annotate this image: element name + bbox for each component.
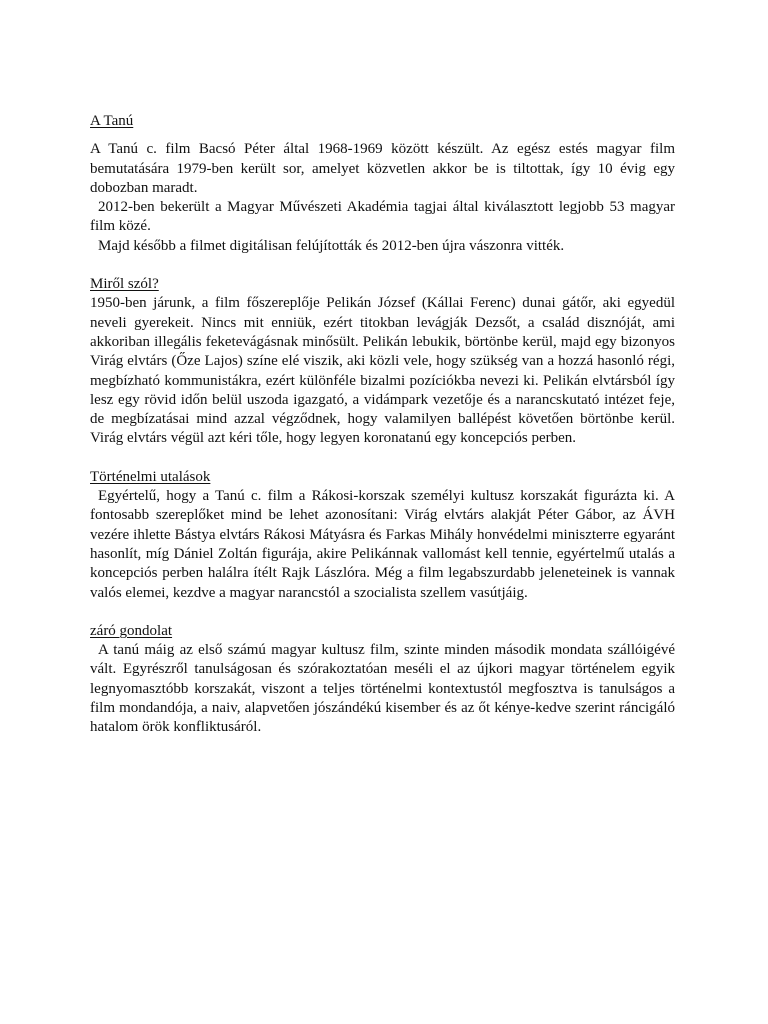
paragraph-history: Egyértelű, hogy a Tanú c. film a Rákosi-korszak személyi kultusz korszakát figurázta ki. A fontosabb szereplőket mind be lehet azonosítani: Virág elvtárs alakját Péter Gábor, az ÁVH vezére ihlette Bástya elvtárs Rákosi Mátyásra és Farkas Mihály honvédelmi miniszterre egyaránt hasonlít, míg Dániel Zoltán figurája, akire Pelikánnak vallomást kell tennie, egyértelmű utalás a koncepciós perben halálra ítélt Rajk Lászlóra. Még a film legabszurdabb jeleneteinek is vannak valós elemei, kezdve a magyar narancstól a szocialista szellem vasútjáig.: [90, 488, 675, 601]
spacer: [90, 449, 675, 468]
section-heading-tortenelmi-utalasok: Történelmi utalások: [90, 468, 211, 485]
section-heading-mirol-szol: Miről szól?: [90, 276, 159, 293]
paragraph-intro: A Tanú c. film Bacsó Péter által 1968-1969 között készült. Az egész estés magyar film bemutatására 1979-ben került sor, amelyet közvetlen akkor be is tiltottak, így 10 évig egy dobozban maradt.: [90, 141, 675, 196]
spacer: [90, 603, 675, 622]
paragraph-akademia: 2012-ben bekerült a Magyar Művészeti Akadémia tagjai által kiválasztott legjobb 53 magyar film közé.: [90, 199, 675, 235]
paragraph-plot: 1950-ben járunk, a film főszereplője Pelikán József (Kállai Ferenc) dunai gátőr, aki egyedül neveli gyerekeit. Nincs mit enniük, ezért titokban levágják Dezsőt, a család disznóját, ami akkoriban illegális feketevágásnak minősült. Pelikán lebukik, börtönbe kerül, majd egy bizonyos Virág elvtárs (Őze Lajos) színe elé viszik, aki közli vele, hogy szükség van a hozzá hasonló régi, megbízható kommunistákra, ezért különféle bizalmi pozíciókba nevezi ki. Pelikán elvtársból így lesz egy rövid időn belül uszoda igazgató, a vidámpark vezetője és a narancskutató intézet feje, de megbízatásai mind azzal végződnek, hogy valamilyen ballépést követően börtönbe kerül. Virág elvtárs végül azt kéri tőle, hogy legyen koronatanú egy koncepciós perben.: [90, 295, 675, 447]
section-heading-zaro-gondolat: záró gondolat: [90, 622, 173, 639]
spacer: [90, 131, 675, 140]
paragraph-conclusion: A tanú máig az első számú magyar kultusz film, szinte minden második mondata szállóigévé vált. Egyrészről tanulságosan és szórakoztatóan meséli el az újkori magyar történelem egyik legnyomasztóbb korszakát, viszont a teljes történelmi kontextustól megfosztva is tanulságos a film mondandója, a naiv, alapvetően jószándékú kisember és az őt kénye-kedve szerint ráncigáló hatalom örök konfliktusáról.: [90, 642, 675, 736]
paragraph-felujitas: Majd később a filmet digitálisan felújították és 2012-ben újra vászonra vitték.: [98, 237, 565, 254]
document-page: [90, 112, 675, 738]
spacer: [90, 256, 675, 275]
section-heading-a-tanu: A Tanú: [90, 113, 134, 129]
